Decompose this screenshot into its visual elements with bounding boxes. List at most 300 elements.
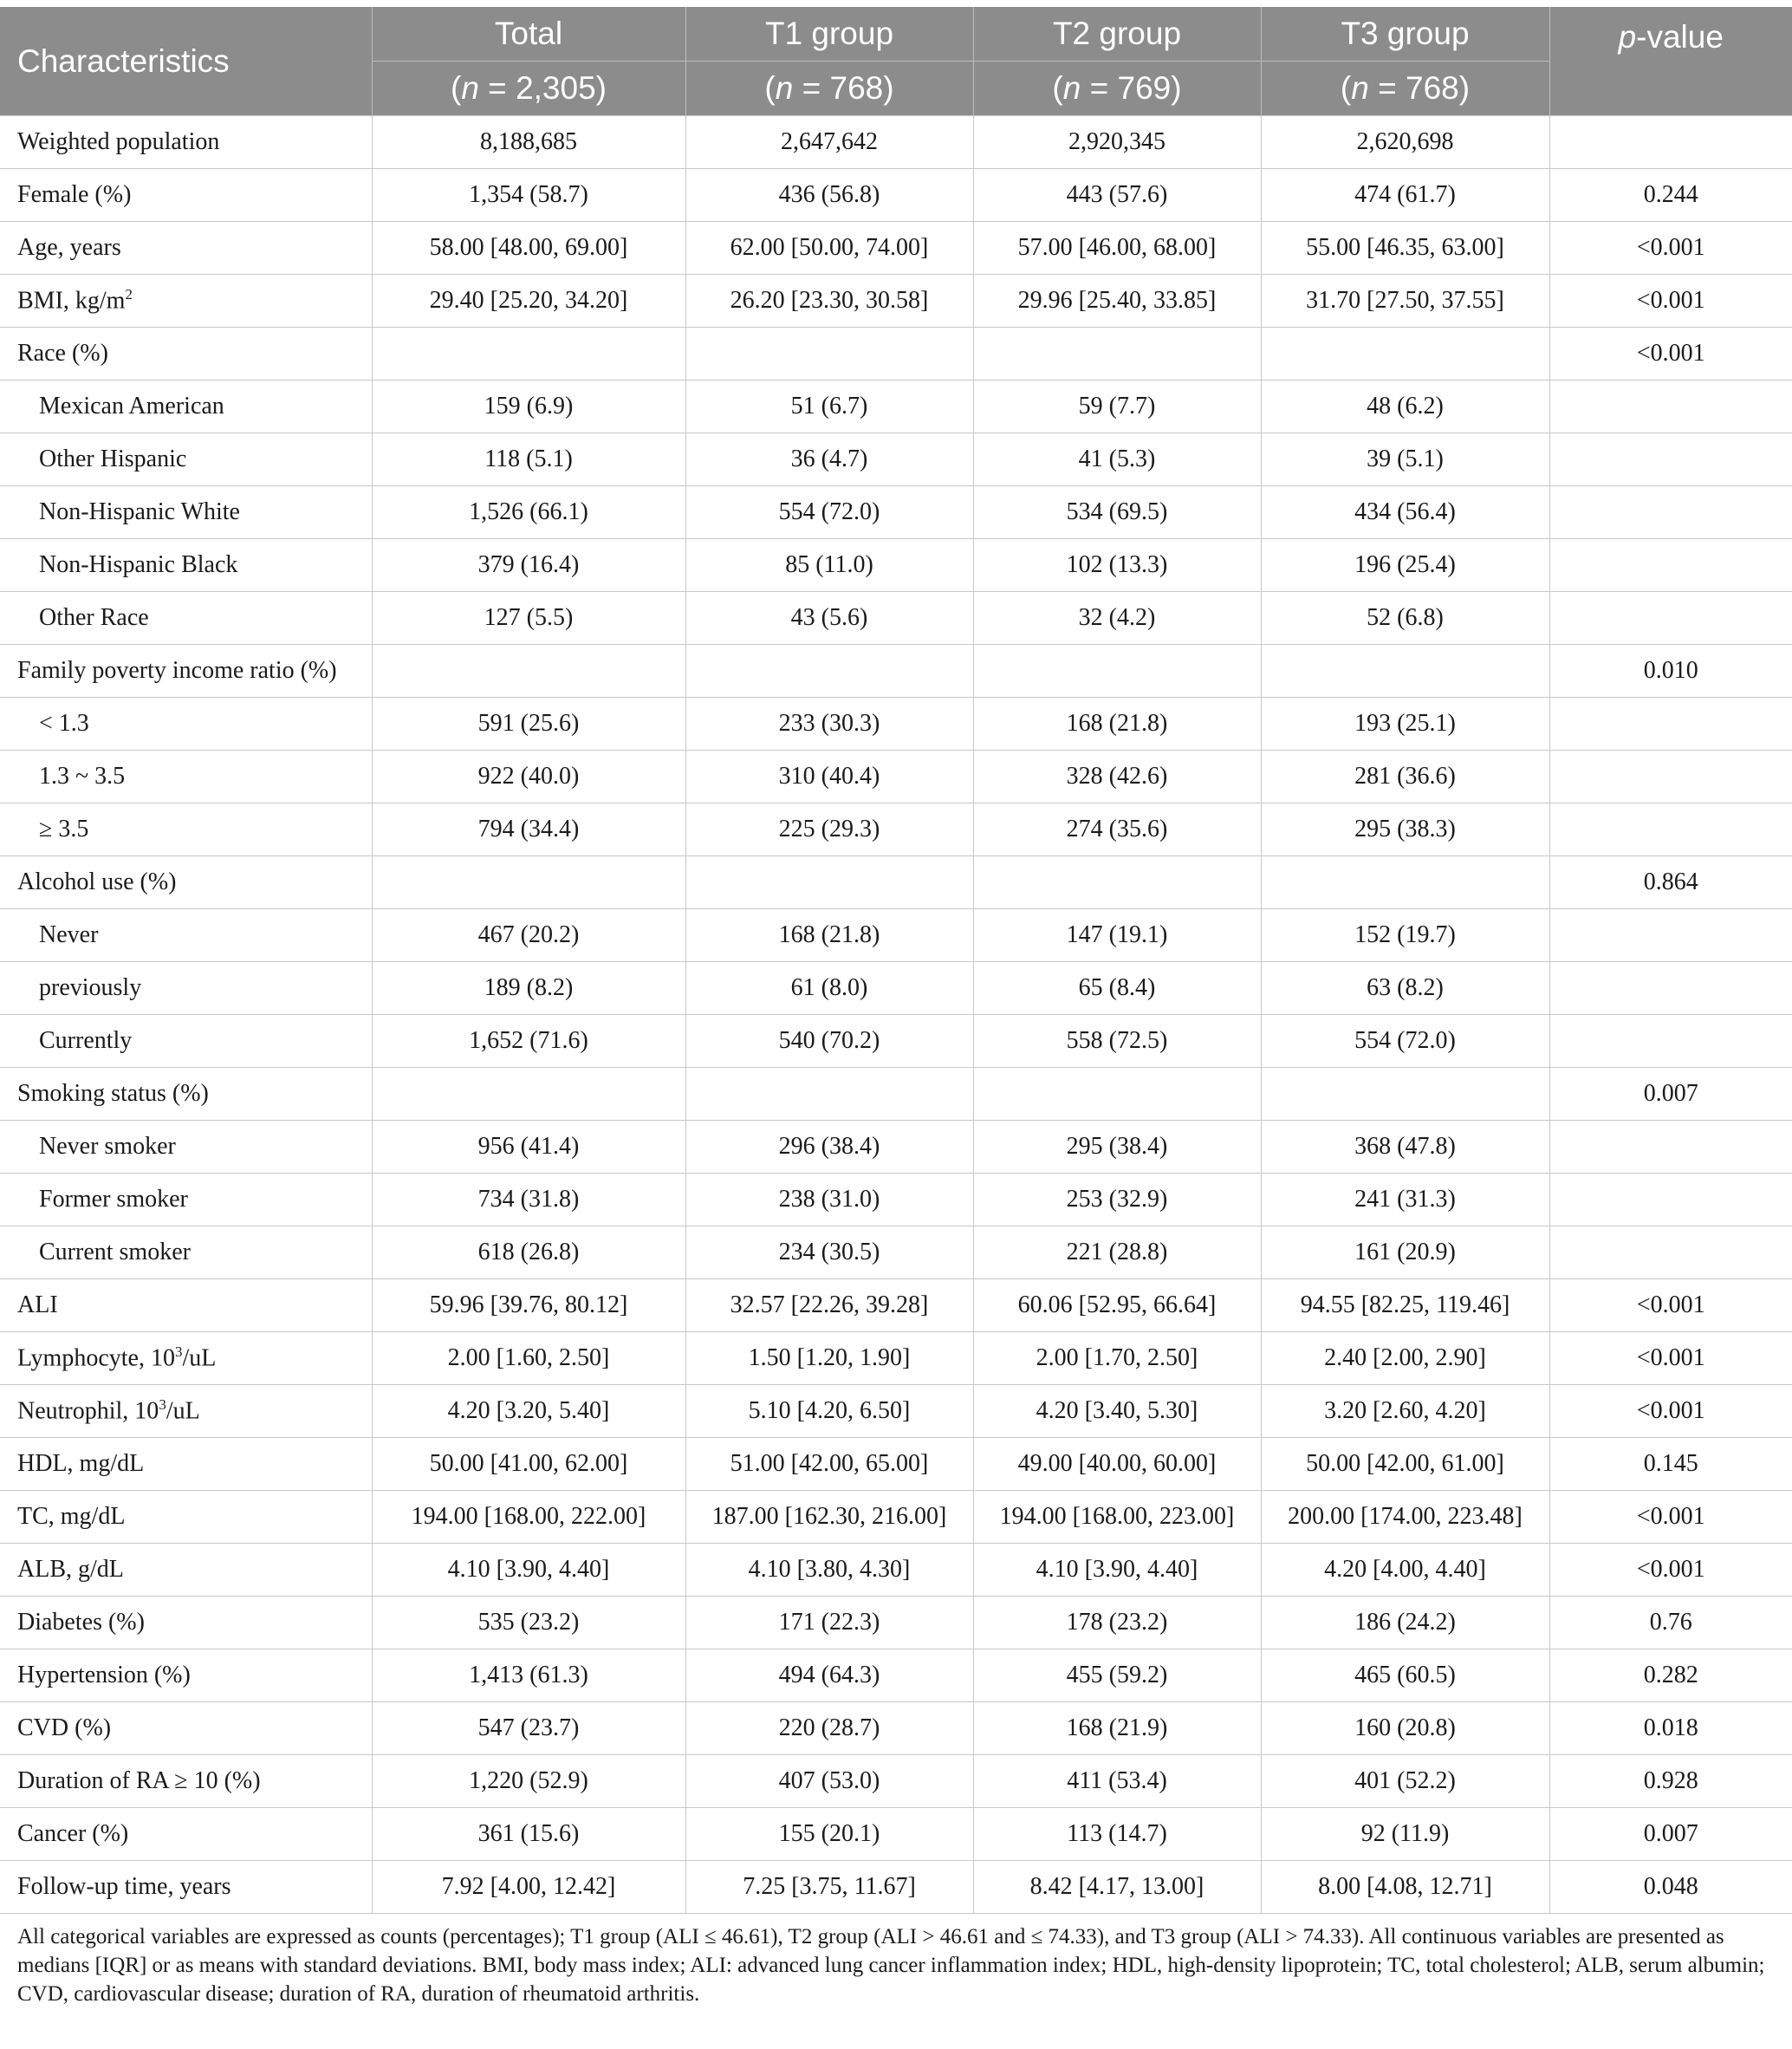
cell-t2: 194.00 [168.00, 223.00] <box>973 1491 1261 1544</box>
n-value: = 768) <box>793 70 894 106</box>
cell-total: 379 (16.4) <box>372 539 685 592</box>
table-footnote: All categorical variables are expressed as counts (percentages); T1 group (ALI ≤ 46.61), T2 group (ALI > 46.61 and ≤ 74.33), and T3 group (ALI > 74.33). All continuous variables are presented as medians [IQR] or as means with standard deviations. BMI, body mass index; ALI: advanced lung cancer inflammation index; HDL, high-density lipoprotein; TC, total cholesterol; ALB, serum albumin; CVD, cardiovascular disease; duration of RA, duration of rheumatoid arthritis. <box>17 1925 1765 2006</box>
cell-t1: 51.00 [42.00, 65.00] <box>685 1438 973 1491</box>
cell-t2: 60.06 [52.95, 66.64] <box>973 1279 1261 1332</box>
row-label-text: Smoking status (%) <box>17 1080 209 1107</box>
row-label-text: Weighted population <box>17 128 220 155</box>
baseline-characteristics-table-wrapper <box>0 7 1792 2008</box>
table-row <box>0 1332 1792 1385</box>
cell-t2: 168 (21.9) <box>973 1702 1261 1755</box>
n-italic: n <box>461 70 479 106</box>
cell-t1: 225 (29.3) <box>685 803 973 856</box>
row-label <box>0 1438 372 1491</box>
cell-total: 4.10 [3.90, 4.40] <box>372 1544 685 1597</box>
cell-t2: 168 (21.8) <box>973 698 1261 751</box>
cell-t2: 65 (8.4) <box>973 962 1261 1015</box>
row-label <box>0 1174 372 1226</box>
row-label-text: Other Race <box>39 604 149 631</box>
cell-t2 <box>973 1068 1261 1121</box>
cell-t1: 540 (70.2) <box>685 1015 973 1068</box>
row-label-text: Other Hispanic <box>39 446 187 472</box>
cell-total: 591 (25.6) <box>372 698 685 751</box>
row-label-text: Former smoker <box>39 1186 188 1213</box>
row-label <box>0 1226 372 1279</box>
cell-p-value <box>1549 116 1792 169</box>
row-label <box>0 1597 372 1649</box>
header-group-total: Total <box>372 7 685 62</box>
table-row <box>0 486 1792 539</box>
table-row <box>0 592 1792 645</box>
cell-p-value <box>1549 962 1792 1015</box>
cell-t1: 85 (11.0) <box>685 539 973 592</box>
cell-t3: 161 (20.9) <box>1261 1226 1549 1279</box>
cell-p-value: <0.001 <box>1549 1385 1792 1438</box>
cell-t1: 1.50 [1.20, 1.90] <box>685 1332 973 1385</box>
row-label-text: Never smoker <box>39 1133 176 1160</box>
cell-t1: 43 (5.6) <box>685 592 973 645</box>
table-row <box>0 856 1792 909</box>
row-label-text: TC, mg/dL <box>17 1503 126 1530</box>
row-label-text: ≥ 3.5 <box>39 816 89 842</box>
row-label-text: Lymphocyte, 10 <box>17 1344 175 1372</box>
cell-t2: 102 (13.3) <box>973 539 1261 592</box>
row-label <box>0 1068 372 1121</box>
table-row <box>0 1861 1792 1914</box>
table-row <box>0 222 1792 275</box>
row-label <box>0 962 372 1015</box>
cell-total: 59.96 [39.76, 80.12] <box>372 1279 685 1332</box>
row-label <box>0 751 372 803</box>
n-italic: n <box>775 70 794 106</box>
cell-p-value: <0.001 <box>1549 1279 1792 1332</box>
cell-t3: 55.00 [46.35, 63.00] <box>1261 222 1549 275</box>
p-italic: p <box>1618 19 1637 55</box>
baseline-characteristics-table <box>0 7 1792 1914</box>
cell-t3: 465 (60.5) <box>1261 1649 1549 1702</box>
table-row <box>0 1702 1792 1755</box>
row-label-text: Current smoker <box>39 1239 191 1265</box>
row-label-text: ALB, g/dL <box>17 1556 124 1583</box>
row-label-text: Non-Hispanic Black <box>39 551 238 578</box>
table-row <box>0 1015 1792 1068</box>
row-label <box>0 169 372 222</box>
cell-t2: 49.00 [40.00, 60.00] <box>973 1438 1261 1491</box>
cell-p-value <box>1549 1174 1792 1226</box>
cell-total: 794 (34.4) <box>372 803 685 856</box>
row-label <box>0 1755 372 1808</box>
cell-t2 <box>973 328 1261 381</box>
cell-total: 1,526 (66.1) <box>372 486 685 539</box>
cell-p-value: <0.001 <box>1549 328 1792 381</box>
row-label <box>0 1544 372 1597</box>
row-label <box>0 856 372 909</box>
cell-t1: 171 (22.3) <box>685 1597 973 1649</box>
cell-t2: 178 (23.2) <box>973 1597 1261 1649</box>
cell-t1: 234 (30.5) <box>685 1226 973 1279</box>
row-label <box>0 592 372 645</box>
table-row <box>0 1121 1792 1174</box>
cell-p-value <box>1549 803 1792 856</box>
cell-t2: 295 (38.4) <box>973 1121 1261 1174</box>
cell-t3: 200.00 [174.00, 223.48] <box>1261 1491 1549 1544</box>
cell-t1: 233 (30.3) <box>685 698 973 751</box>
table-row <box>0 1385 1792 1438</box>
cell-t1: 155 (20.1) <box>685 1808 973 1861</box>
table-row <box>0 539 1792 592</box>
cell-t1: 4.10 [3.80, 4.30] <box>685 1544 973 1597</box>
row-label <box>0 803 372 856</box>
cell-total <box>372 645 685 698</box>
row-label <box>0 1808 372 1861</box>
cell-p-value: <0.001 <box>1549 1544 1792 1597</box>
n-value: = 768) <box>1368 70 1471 106</box>
row-label <box>0 328 372 381</box>
table-row <box>0 275 1792 328</box>
cell-t2: 534 (69.5) <box>973 486 1261 539</box>
row-label <box>0 1121 372 1174</box>
cell-t3: 52 (6.8) <box>1261 592 1549 645</box>
n-italic: n <box>1351 70 1369 106</box>
cell-t3: 160 (20.8) <box>1261 1702 1549 1755</box>
cell-t3: 434 (56.4) <box>1261 486 1549 539</box>
cell-p-value: 0.007 <box>1549 1068 1792 1121</box>
cell-p-value: 0.864 <box>1549 856 1792 909</box>
cell-total <box>372 856 685 909</box>
row-label-unit: /uL <box>166 1397 200 1425</box>
table-row <box>0 1226 1792 1279</box>
cell-t3 <box>1261 1068 1549 1121</box>
cell-p-value: <0.001 <box>1549 222 1792 275</box>
cell-t3: 193 (25.1) <box>1261 698 1549 751</box>
cell-t2: 29.96 [25.40, 33.85] <box>973 275 1261 328</box>
cell-t1: 220 (28.7) <box>685 1702 973 1755</box>
table-row <box>0 1438 1792 1491</box>
cell-p-value <box>1549 1121 1792 1174</box>
row-label <box>0 645 372 698</box>
cell-total: 467 (20.2) <box>372 909 685 962</box>
row-label <box>0 698 372 751</box>
row-label-superscript: 3 <box>174 1343 183 1361</box>
table-row <box>0 751 1792 803</box>
n-value: = 2,305) <box>478 70 607 106</box>
cell-p-value <box>1549 486 1792 539</box>
row-label-text: Never <box>39 921 99 948</box>
cell-total: 2.00 [1.60, 2.50] <box>372 1332 685 1385</box>
row-label-text: Race (%) <box>17 340 108 367</box>
cell-t2 <box>973 856 1261 909</box>
cell-total: 7.92 [4.00, 12.42] <box>372 1861 685 1914</box>
row-label-text: Non-Hispanic White <box>39 498 240 525</box>
cell-p-value: 0.010 <box>1549 645 1792 698</box>
cell-p-value: 0.928 <box>1549 1755 1792 1808</box>
cell-t2: 8.42 [4.17, 13.00] <box>973 1861 1261 1914</box>
cell-total: 1,413 (61.3) <box>372 1649 685 1702</box>
row-label <box>0 222 372 275</box>
cell-t1 <box>685 1068 973 1121</box>
row-label <box>0 1702 372 1755</box>
table-row <box>0 1544 1792 1597</box>
row-label <box>0 1332 372 1385</box>
cell-total: 361 (15.6) <box>372 1808 685 1861</box>
cell-t1: 494 (64.3) <box>685 1649 973 1702</box>
p-value-suffix: -value <box>1636 19 1724 55</box>
cell-p-value <box>1549 592 1792 645</box>
n-italic: n <box>1062 70 1081 106</box>
cell-t1: 2,647,642 <box>685 116 973 169</box>
row-label <box>0 486 372 539</box>
cell-t2: 59 (7.7) <box>973 381 1261 433</box>
row-label <box>0 1649 372 1702</box>
cell-t2: 253 (32.9) <box>973 1174 1261 1226</box>
table-row <box>0 1597 1792 1649</box>
row-label-text: Age, years <box>17 234 121 261</box>
table-row <box>0 169 1792 222</box>
cell-total: 8,188,685 <box>372 116 685 169</box>
cell-total: 1,652 (71.6) <box>372 1015 685 1068</box>
cell-t2: 113 (14.7) <box>973 1808 1261 1861</box>
cell-t3: 48 (6.2) <box>1261 381 1549 433</box>
cell-total: 1,220 (52.9) <box>372 1755 685 1808</box>
row-label <box>0 1861 372 1914</box>
row-label-text: CVD (%) <box>17 1714 112 1741</box>
cell-t2: 2.00 [1.70, 2.50] <box>973 1332 1261 1385</box>
row-label-text: Hypertension (%) <box>17 1662 191 1688</box>
row-label-text: BMI, kg/m <box>17 287 126 315</box>
header-group-t2: T2 group <box>973 7 1261 62</box>
cell-total: 127 (5.5) <box>372 592 685 645</box>
cell-p-value: 0.145 <box>1549 1438 1792 1491</box>
cell-t3: 401 (52.2) <box>1261 1755 1549 1808</box>
cell-t3: 3.20 [2.60, 4.20] <box>1261 1385 1549 1438</box>
row-label-text: Follow-up time, years <box>17 1873 231 1900</box>
cell-t3: 50.00 [42.00, 61.00] <box>1261 1438 1549 1491</box>
cell-t1: 5.10 [4.20, 6.50] <box>685 1385 973 1438</box>
row-label <box>0 1015 372 1068</box>
cell-p-value: 0.76 <box>1549 1597 1792 1649</box>
row-label-text: previously <box>39 974 142 1001</box>
table-row <box>0 328 1792 381</box>
row-label <box>0 116 372 169</box>
cell-t3: 241 (31.3) <box>1261 1174 1549 1226</box>
cell-total: 50.00 [41.00, 62.00] <box>372 1438 685 1491</box>
cell-t2: 411 (53.4) <box>973 1755 1261 1808</box>
cell-t1: 407 (53.0) <box>685 1755 973 1808</box>
cell-p-value: 0.007 <box>1549 1808 1792 1861</box>
header-characteristics: Characteristics <box>0 7 372 116</box>
cell-total: 956 (41.4) <box>372 1121 685 1174</box>
header-p-value <box>1549 7 1792 116</box>
cell-t2: 57.00 [46.00, 68.00] <box>973 222 1261 275</box>
cell-p-value: 0.244 <box>1549 169 1792 222</box>
row-label <box>0 381 372 433</box>
cell-t3: 196 (25.4) <box>1261 539 1549 592</box>
cell-total <box>372 328 685 381</box>
cell-p-value: <0.001 <box>1549 1491 1792 1544</box>
table-row <box>0 1491 1792 1544</box>
table-row <box>0 909 1792 962</box>
cell-t1: 436 (56.8) <box>685 169 973 222</box>
cell-t1: 26.20 [23.30, 30.58] <box>685 275 973 328</box>
cell-t2: 147 (19.1) <box>973 909 1261 962</box>
cell-t1 <box>685 645 973 698</box>
cell-t3: 2.40 [2.00, 2.90] <box>1261 1332 1549 1385</box>
table-row <box>0 1755 1792 1808</box>
cell-p-value <box>1549 1226 1792 1279</box>
cell-t2: 2,920,345 <box>973 116 1261 169</box>
row-label <box>0 909 372 962</box>
cell-t1: 296 (38.4) <box>685 1121 973 1174</box>
cell-p-value <box>1549 1015 1792 1068</box>
header-group-t3: T3 group <box>1261 7 1549 62</box>
cell-t3: 281 (36.6) <box>1261 751 1549 803</box>
cell-t3: 368 (47.8) <box>1261 1121 1549 1174</box>
cell-t3 <box>1261 856 1549 909</box>
row-label-text: Family poverty income ratio (%) <box>17 657 337 684</box>
cell-total: 194.00 [168.00, 222.00] <box>372 1491 685 1544</box>
row-label-text: Cancer (%) <box>17 1820 129 1847</box>
row-label-text: < 1.3 <box>39 710 89 737</box>
cell-t1: 36 (4.7) <box>685 433 973 486</box>
header-n-total: (n = 2,305) <box>372 62 685 116</box>
table-row <box>0 1279 1792 1332</box>
table-row <box>0 962 1792 1015</box>
table-row <box>0 1649 1792 1702</box>
cell-p-value <box>1549 539 1792 592</box>
cell-t1: 7.25 [3.75, 11.67] <box>685 1861 973 1914</box>
cell-total: 189 (8.2) <box>372 962 685 1015</box>
cell-t3: 152 (19.7) <box>1261 909 1549 962</box>
cell-t1: 554 (72.0) <box>685 486 973 539</box>
row-label-text: Currently <box>39 1027 133 1054</box>
table-row <box>0 116 1792 169</box>
cell-total <box>372 1068 685 1121</box>
row-label <box>0 1491 372 1544</box>
row-label-text: HDL, mg/dL <box>17 1450 145 1477</box>
row-label-text: Female (%) <box>17 181 132 208</box>
cell-t3: 39 (5.1) <box>1261 433 1549 486</box>
row-label-superscript: 3 <box>159 1396 166 1414</box>
n-value: = 769) <box>1081 70 1182 106</box>
row-label <box>0 1385 372 1438</box>
table-row <box>0 645 1792 698</box>
row-label-text: Mexican American <box>39 393 224 420</box>
row-label-text: Duration of RA ≥ 10 (%) <box>17 1767 261 1794</box>
cell-t3: 2,620,698 <box>1261 116 1549 169</box>
header-n-t3: (n = 768) <box>1261 62 1549 116</box>
row-label-text: Diabetes (%) <box>17 1609 145 1636</box>
cell-p-value <box>1549 381 1792 433</box>
table-row <box>0 1808 1792 1861</box>
cell-total: 4.20 [3.20, 5.40] <box>372 1385 685 1438</box>
cell-t2: 4.20 [3.40, 5.30] <box>973 1385 1261 1438</box>
cell-total: 618 (26.8) <box>372 1226 685 1279</box>
cell-t1: 187.00 [162.30, 216.00] <box>685 1491 973 1544</box>
row-label-text: ALI <box>17 1291 58 1318</box>
cell-t3: 63 (8.2) <box>1261 962 1549 1015</box>
cell-p-value <box>1549 698 1792 751</box>
row-label <box>0 1279 372 1332</box>
cell-t2: 328 (42.6) <box>973 751 1261 803</box>
cell-t1 <box>685 328 973 381</box>
cell-t3: 4.20 [4.00, 4.40] <box>1261 1544 1549 1597</box>
table-row <box>0 381 1792 433</box>
cell-total: 1,354 (58.7) <box>372 169 685 222</box>
row-label-text: Alcohol use (%) <box>17 868 177 895</box>
cell-t1: 51 (6.7) <box>685 381 973 433</box>
table-row <box>0 803 1792 856</box>
row-label <box>0 433 372 486</box>
cell-t3: 92 (11.9) <box>1261 1808 1549 1861</box>
row-label-superscript: 2 <box>125 286 133 303</box>
cell-t3: 8.00 [4.08, 12.71] <box>1261 1861 1549 1914</box>
cell-t2: 221 (28.8) <box>973 1226 1261 1279</box>
cell-t3 <box>1261 645 1549 698</box>
cell-t1: 238 (31.0) <box>685 1174 973 1226</box>
header-n-t2: (n = 769) <box>973 62 1261 116</box>
cell-t2: 455 (59.2) <box>973 1649 1261 1702</box>
cell-t2 <box>973 645 1261 698</box>
cell-t3 <box>1261 328 1549 381</box>
cell-t1: 32.57 [22.26, 39.28] <box>685 1279 973 1332</box>
cell-t3: 31.70 [27.50, 37.55] <box>1261 275 1549 328</box>
table-header <box>0 7 1792 116</box>
table-row <box>0 698 1792 751</box>
row-label <box>0 539 372 592</box>
row-label-text: Neutrophil, 10 <box>17 1397 159 1425</box>
cell-t2: 558 (72.5) <box>973 1015 1261 1068</box>
cell-t3: 474 (61.7) <box>1261 169 1549 222</box>
table-row <box>0 433 1792 486</box>
cell-total: 922 (40.0) <box>372 751 685 803</box>
cell-t1: 61 (8.0) <box>685 962 973 1015</box>
cell-total: 547 (23.7) <box>372 1702 685 1755</box>
cell-total: 29.40 [25.20, 34.20] <box>372 275 685 328</box>
cell-p-value <box>1549 433 1792 486</box>
cell-t2: 274 (35.6) <box>973 803 1261 856</box>
cell-p-value <box>1549 751 1792 803</box>
cell-p-value: 0.282 <box>1549 1649 1792 1702</box>
cell-t2: 32 (4.2) <box>973 592 1261 645</box>
cell-t1: 62.00 [50.00, 74.00] <box>685 222 973 275</box>
cell-t1: 310 (40.4) <box>685 751 973 803</box>
table-body <box>0 116 1792 1914</box>
cell-t2: 443 (57.6) <box>973 169 1261 222</box>
cell-p-value: 0.048 <box>1549 1861 1792 1914</box>
cell-t1: 168 (21.8) <box>685 909 973 962</box>
cell-t2: 41 (5.3) <box>973 433 1261 486</box>
table-row <box>0 1068 1792 1121</box>
cell-t3: 295 (38.3) <box>1261 803 1549 856</box>
cell-total: 535 (23.2) <box>372 1597 685 1649</box>
cell-t3: 186 (24.2) <box>1261 1597 1549 1649</box>
cell-p-value: <0.001 <box>1549 1332 1792 1385</box>
cell-total: 734 (31.8) <box>372 1174 685 1226</box>
cell-total: 58.00 [48.00, 69.00] <box>372 222 685 275</box>
table-row <box>0 1174 1792 1226</box>
cell-p-value <box>1549 909 1792 962</box>
cell-t1 <box>685 856 973 909</box>
cell-t2: 4.10 [3.90, 4.40] <box>973 1544 1261 1597</box>
cell-p-value: 0.018 <box>1549 1702 1792 1755</box>
cell-total: 159 (6.9) <box>372 381 685 433</box>
cell-p-value: <0.001 <box>1549 275 1792 328</box>
row-label-unit: /uL <box>182 1344 217 1372</box>
header-n-t1: (n = 768) <box>685 62 973 116</box>
header-group-t1: T1 group <box>685 7 973 62</box>
cell-total: 118 (5.1) <box>372 433 685 486</box>
row-label-text: 1.3 ~ 3.5 <box>39 763 126 790</box>
cell-t3: 94.55 [82.25, 119.46] <box>1261 1279 1549 1332</box>
